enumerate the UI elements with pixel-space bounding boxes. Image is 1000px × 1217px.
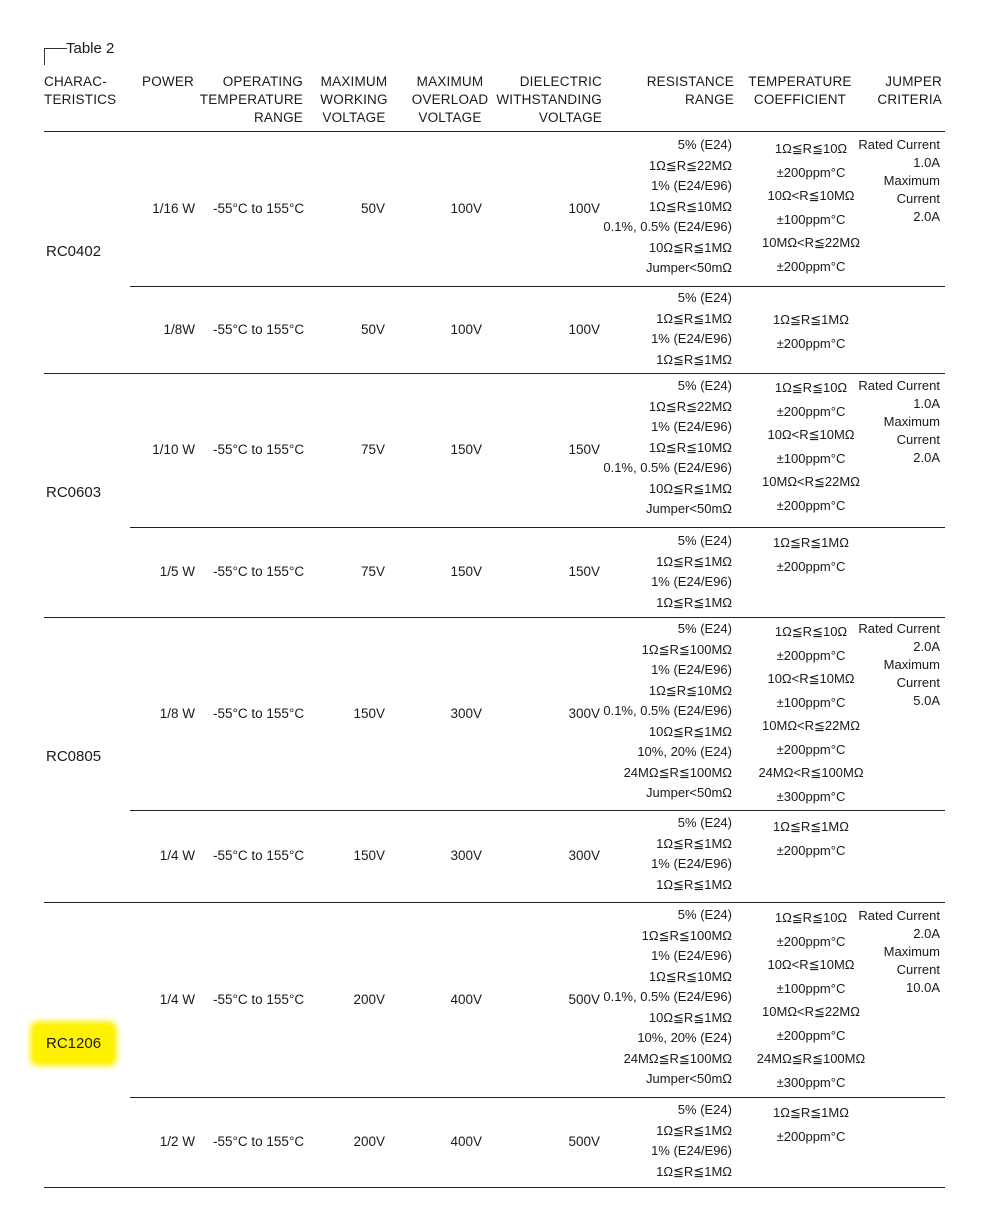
dielectric-voltage-value: 500V (568, 1134, 600, 1149)
jumper-criteria-line: Maximum (883, 414, 940, 429)
model-name-rc0805 (46, 748, 101, 765)
dielectric-voltage-value: 300V (568, 705, 600, 721)
jumper-criteria-list (840, 377, 940, 467)
jumper-criteria-line: Current (896, 675, 940, 690)
header-jumper-criteria-line: CRITERIA (877, 92, 942, 107)
temperature-coefficient-line: 1Ω≦R≦10Ω (774, 910, 848, 925)
resistance-range-line: 0.1%, 0.5% (E24/E96) (603, 703, 732, 718)
model-separator (44, 902, 945, 903)
resistance-range-line: 1% (E24/E96) (651, 178, 732, 193)
header-max-working-voltage-line: VOLTAGE (322, 110, 386, 125)
temperature-coefficient-line: ±200ppm°C (776, 164, 846, 180)
header-resistance-range-line: RANGE (684, 92, 734, 107)
working-voltage-value: 75V (360, 564, 385, 579)
model-name-rc1206 (46, 1035, 113, 1052)
temperature-coefficient-line: 10Ω<R≦10MΩ (767, 427, 855, 442)
resistance-range-line: 1Ω≦R≦100MΩ (641, 641, 732, 657)
resistance-range-line: 1% (E24/E96) (651, 419, 732, 434)
temperature-coefficient-line: 1Ω≦R≦1MΩ (773, 1105, 849, 1120)
header-max-working-voltage-line: MAXIMUM (320, 74, 388, 89)
temperature-coefficient-line: ±100ppm°C (776, 980, 846, 996)
jumper-criteria-line: Maximum (883, 944, 940, 959)
temperature-coefficient-line: ±200ppm°C (776, 1128, 846, 1144)
temperature-coefficient-line: 24MΩ≦R≦100MΩ (756, 1051, 866, 1066)
jumper-criteria-line: 2.0A (913, 450, 940, 465)
resistance-range-line: 5% (E24) (677, 907, 732, 922)
overload-voltage-value: 100V (450, 321, 482, 337)
model-name-rc0603 (46, 484, 101, 501)
temperature-coefficient-line: 24MΩ<R≦100MΩ (758, 765, 864, 780)
temperature-coefficient-line: 1Ω≦R≦10Ω (774, 624, 848, 639)
temperature-coefficient-line: ±200ppm°C (776, 335, 846, 351)
resistance-range-list (590, 813, 732, 895)
working-voltage-value: 50V (360, 321, 385, 337)
resistance-range-line: 1Ω≦R≦1MΩ (656, 1163, 732, 1179)
header-operating-temperature-line: RANGE (253, 110, 303, 125)
working-voltage-value: 50V (360, 200, 385, 216)
temperature-coefficient-line: 10Ω<R≦10MΩ (767, 188, 855, 203)
resistance-range-line: 24MΩ≦R≦100MΩ (623, 1050, 732, 1066)
resistance-range-line: 5% (E24) (677, 290, 732, 305)
resistance-range-line: 10Ω≦R≦1MΩ (648, 723, 732, 739)
jumper-criteria-line: 2.0A (913, 639, 940, 654)
overload-voltage-value: 150V (450, 442, 482, 457)
dielectric-voltage-value: 300V (568, 848, 600, 863)
model-separator (44, 1187, 945, 1188)
working-voltage-value: 150V (353, 705, 385, 721)
row-separator (130, 286, 945, 287)
jumper-criteria-line: 1.0A (913, 396, 940, 411)
dielectric-voltage-value: 100V (568, 200, 600, 216)
resistance-range-line: 1Ω≦R≦1MΩ (656, 553, 732, 569)
temperature-coefficient-line: 1Ω≦R≦10Ω (774, 141, 848, 156)
power-value: 1/2 W (159, 1134, 195, 1149)
resistance-range-line: 1Ω≦R≦10MΩ (648, 198, 732, 214)
temperature-coefficient-line: ±200ppm°C (776, 647, 846, 663)
jumper-criteria-list (840, 907, 940, 997)
jumper-criteria-line: Current (896, 432, 940, 447)
jumper-criteria-line: Rated Current (858, 621, 940, 636)
temperature-coefficient-line: 10Ω<R≦10MΩ (767, 671, 855, 686)
resistance-range-line: 1Ω≦R≦22MΩ (648, 157, 732, 173)
power-value: 1/4 W (159, 991, 195, 1007)
temperature-coefficient-line: ±200ppm°C (776, 258, 846, 274)
header-max-overload-voltage-line: VOLTAGE (418, 110, 482, 125)
temperature-coefficient-list (740, 815, 882, 862)
jumper-criteria-line: 10.0A (906, 980, 940, 995)
temperature-coefficient-line: ±200ppm°C (776, 497, 846, 513)
temperature-coefficient-line: ±100ppm°C (776, 211, 846, 227)
resistance-range-line: Jumper<50mΩ (646, 1071, 732, 1086)
resistance-range-line: 5% (E24) (677, 1102, 732, 1117)
resistance-range-list (590, 376, 732, 520)
header-power (138, 73, 198, 91)
temperature-range-value: -55°C to 155°C (213, 200, 305, 216)
header-characteristics-line: CHARAC- (44, 74, 107, 89)
overload-voltage-value: 400V (450, 991, 482, 1007)
jumper-criteria-line: Current (896, 962, 940, 977)
working-voltage-value: 75V (360, 442, 385, 457)
header-max-overload-voltage-line: OVERLOAD (411, 92, 489, 107)
dielectric-voltage-value: 150V (568, 564, 600, 579)
overload-voltage-value: 300V (450, 705, 482, 721)
temperature-coefficient-line: ±200ppm°C (776, 558, 846, 574)
header-operating-temperature (196, 73, 303, 127)
resistance-range-line: 1Ω≦R≦100MΩ (641, 927, 732, 943)
model-separator (44, 373, 945, 374)
model-name-text: RC0805 (46, 748, 102, 765)
temperature-coefficient-line: ±200ppm°C (776, 741, 846, 757)
resistance-range-line: 1Ω≦R≦1MΩ (656, 351, 732, 367)
header-max-overload-voltage (402, 73, 498, 127)
overload-voltage-value: 300V (450, 848, 482, 863)
power-value: 1/4 W (159, 848, 195, 863)
resistance-range-line: 1Ω≦R≦1MΩ (656, 876, 732, 892)
resistance-range-line: 1Ω≦R≦1MΩ (656, 1122, 732, 1138)
row-separator (130, 527, 945, 528)
resistance-range-line: Jumper<50mΩ (646, 501, 732, 516)
resistance-range-line: 1Ω≦R≦10MΩ (648, 439, 732, 455)
resistance-range-line: 1% (E24/E96) (651, 574, 732, 589)
header-dielectric-voltage-line: WITHSTANDING (496, 92, 602, 107)
temperature-coefficient-line: 10Ω<R≦10MΩ (767, 957, 855, 972)
resistance-range-list (590, 288, 732, 370)
temperature-coefficient-list (740, 531, 882, 578)
model-name-text: RC0603 (46, 484, 102, 501)
table-caption: Table 2 (66, 40, 115, 57)
resistance-range-line: 10%, 20% (E24) (637, 744, 732, 759)
resistance-range-line: 10Ω≦R≦1MΩ (648, 1009, 732, 1025)
resistance-range-list (590, 135, 732, 279)
model-name-rc0402 (46, 243, 101, 260)
jumper-criteria-line: Rated Current (858, 378, 940, 393)
temperature-range-value: -55°C to 155°C (213, 321, 305, 337)
header-dielectric-voltage-line: VOLTAGE (538, 110, 602, 125)
resistance-range-line: Jumper<50mΩ (646, 260, 732, 275)
header-characteristics (44, 73, 124, 109)
resistance-range-line: 5% (E24) (677, 815, 732, 830)
resistance-range-list (590, 905, 732, 1090)
temperature-coefficient-line: 10MΩ<R≦22MΩ (762, 718, 860, 733)
power-value: 1/16 W (152, 200, 195, 216)
jumper-criteria-line: Rated Current (858, 137, 940, 152)
row-separator (130, 1097, 945, 1098)
temperature-coefficient-list (740, 1101, 882, 1148)
header-dielectric-voltage-line: DIELECTRIC (519, 74, 602, 89)
caption-bracket (44, 48, 67, 65)
header-operating-temperature-line: OPERATING (222, 74, 303, 89)
jumper-criteria-line: Maximum (883, 657, 940, 672)
resistance-range-line: 1% (E24/E96) (651, 331, 732, 346)
temperature-coefficient-line: ±100ppm°C (776, 694, 846, 710)
temperature-coefficient-line: ±300ppm°C (776, 1074, 846, 1090)
power-value: 1/5 W (159, 564, 195, 579)
resistance-range-line: Jumper<50mΩ (646, 785, 732, 800)
resistance-range-line: 5% (E24) (677, 621, 732, 636)
temperature-range-value: -55°C to 155°C (213, 705, 305, 721)
temperature-coefficient-line: 1Ω≦R≦1MΩ (773, 535, 849, 550)
resistance-range-line: 1% (E24/E96) (651, 948, 732, 963)
power-value: 1/8W (163, 321, 195, 337)
temperature-coefficient-line: ±200ppm°C (776, 403, 846, 419)
temperature-coefficient-line: 10MΩ<R≦22MΩ (762, 235, 860, 250)
resistance-range-line: 10Ω≦R≦1MΩ (648, 239, 732, 255)
dielectric-voltage-value: 500V (568, 991, 600, 1007)
header-max-overload-voltage-line: MAXIMUM (416, 74, 484, 89)
resistance-range-line: 10Ω≦R≦1MΩ (648, 480, 732, 496)
resistance-range-line: 1Ω≦R≦10MΩ (648, 968, 732, 984)
header-jumper-criteria-line: JUMPER (885, 74, 942, 89)
jumper-criteria-line: Rated Current (858, 908, 940, 923)
header-max-working-voltage-line: WORKING (320, 92, 388, 107)
working-voltage-value: 150V (353, 848, 385, 863)
header-rule (44, 131, 945, 132)
resistance-range-line: 1Ω≦R≦1MΩ (656, 310, 732, 326)
temperature-coefficient-list (740, 308, 882, 355)
resistance-range-line: 0.1%, 0.5% (E24/E96) (603, 219, 732, 234)
dielectric-voltage-value: 150V (568, 442, 600, 457)
jumper-criteria-line: 5.0A (913, 693, 940, 708)
resistance-range-line: 0.1%, 0.5% (E24/E96) (603, 460, 732, 475)
jumper-criteria-line: 2.0A (913, 209, 940, 224)
header-resistance-range (630, 73, 734, 109)
temperature-range-value: -55°C to 155°C (213, 1134, 305, 1149)
resistance-range-line: 5% (E24) (677, 378, 732, 393)
header-characteristics-line: TERISTICS (44, 92, 117, 107)
resistance-range-line: 1Ω≦R≦1MΩ (656, 835, 732, 851)
temperature-coefficient-line: ±200ppm°C (776, 842, 846, 858)
resistance-range-line: 1% (E24/E96) (651, 1143, 732, 1158)
resistance-range-line: 1% (E24/E96) (651, 856, 732, 871)
resistance-range-list (590, 531, 732, 613)
header-temperature-coefficient-line: COEFFICIENT (753, 92, 847, 107)
resistance-range-list (590, 619, 732, 804)
power-value: 1/8 W (159, 705, 195, 721)
temperature-coefficient-line: 1Ω≦R≦1MΩ (773, 819, 849, 834)
overload-voltage-value: 400V (450, 1134, 482, 1149)
working-voltage-value: 200V (353, 1134, 385, 1149)
resistance-range-line: 1Ω≦R≦22MΩ (648, 398, 732, 414)
resistance-range-line: 24MΩ≦R≦100MΩ (623, 764, 732, 780)
temperature-coefficient-line: 1Ω≦R≦1MΩ (773, 312, 849, 327)
resistance-range-line: 10%, 20% (E24) (637, 1030, 732, 1045)
header-dielectric-voltage (488, 73, 602, 127)
overload-voltage-value: 100V (450, 200, 482, 216)
resistance-range-line: 5% (E24) (677, 533, 732, 548)
resistance-range-line: 5% (E24) (677, 137, 732, 152)
header-temperature-coefficient (744, 73, 856, 109)
header-resistance-range-line: RESISTANCE (646, 74, 734, 89)
header-temperature-coefficient-line: TEMPERATURE (748, 74, 852, 89)
jumper-criteria-list (840, 620, 940, 710)
row-separator (130, 810, 945, 811)
temperature-coefficient-line: ±200ppm°C (776, 933, 846, 949)
resistance-range-line: 1Ω≦R≦1MΩ (656, 594, 732, 610)
working-voltage-value: 200V (353, 991, 385, 1007)
jumper-criteria-line: 2.0A (913, 926, 940, 941)
resistance-range-line: 1Ω≦R≦10MΩ (648, 682, 732, 698)
temperature-coefficient-line: ±300ppm°C (776, 788, 846, 804)
jumper-criteria-list (840, 136, 940, 226)
header-power-line: POWER (141, 74, 194, 89)
overload-voltage-value: 150V (450, 564, 482, 579)
resistance-range-line: 1% (E24/E96) (651, 662, 732, 677)
header-jumper-criteria (850, 73, 942, 109)
temperature-coefficient-line: 10MΩ<R≦22MΩ (762, 1004, 860, 1019)
temperature-coefficient-line: ±100ppm°C (776, 450, 846, 466)
temperature-coefficient-line: 10MΩ<R≦22MΩ (762, 474, 860, 489)
jumper-criteria-line: Maximum (883, 173, 940, 188)
jumper-criteria-line: 1.0A (913, 155, 940, 170)
temperature-range-value: -55°C to 155°C (213, 442, 305, 457)
temperature-range-value: -55°C to 155°C (213, 564, 305, 579)
dielectric-voltage-value: 100V (568, 321, 600, 337)
model-name-text: RC1206 (34, 1025, 113, 1062)
power-value: 1/10 W (152, 442, 195, 457)
jumper-criteria-line: Current (896, 191, 940, 206)
model-name-text: RC0402 (46, 243, 102, 260)
temperature-coefficient-line: 1Ω≦R≦10Ω (774, 380, 848, 395)
header-operating-temperature-line: TEMPERATURE (199, 92, 303, 107)
header-max-working-voltage (312, 73, 396, 127)
resistance-range-line: 0.1%, 0.5% (E24/E96) (603, 989, 732, 1004)
model-separator (44, 617, 945, 618)
temperature-coefficient-line: ±200ppm°C (776, 1027, 846, 1043)
resistance-range-list (590, 1100, 732, 1182)
temperature-range-value: -55°C to 155°C (213, 991, 305, 1007)
temperature-range-value: -55°C to 155°C (213, 848, 305, 863)
